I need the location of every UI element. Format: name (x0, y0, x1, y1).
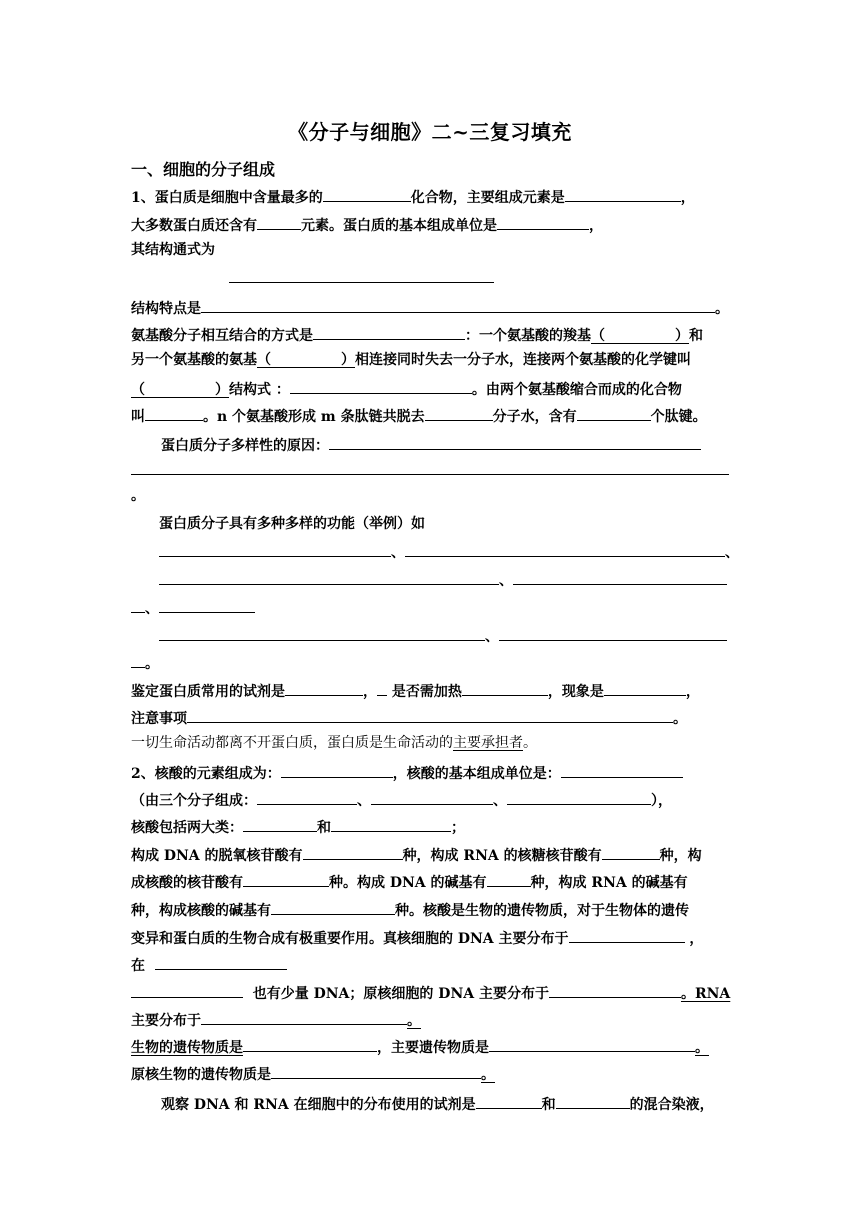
answer-blank[interactable] (145, 404, 203, 421)
q2-line-11 (131, 1035, 709, 1058)
text: 大多数蛋白质还含有 (131, 218, 257, 234)
q1-functions-row-1 (159, 540, 739, 563)
answer-blank[interactable] (507, 788, 651, 805)
text: 、 (493, 793, 507, 809)
q1-functions-row-3 (131, 596, 255, 619)
text: 和 (689, 328, 703, 344)
q2-line-12 (131, 1062, 495, 1085)
text: 叫 (131, 409, 145, 425)
answer-blank[interactable] (159, 624, 485, 641)
text: ，核酸的基本组成单位是： (392, 766, 561, 782)
q1-line-9 (161, 433, 701, 456)
text: 种，构成 RNA 的核糖核苷酸有 (402, 848, 602, 864)
q2-line-10 (131, 1008, 421, 1031)
amino-blank[interactable]: （ ） (257, 352, 355, 368)
text: 其结构通式为 (131, 242, 215, 258)
q2-line-1 (131, 761, 683, 784)
text: 分子水，含有 (492, 409, 577, 425)
text: 。 (481, 1067, 495, 1083)
text: 氨基酸分子相互结合的方式是 (131, 328, 313, 344)
answer-blank[interactable] (313, 323, 465, 340)
text: ， (685, 684, 700, 700)
q2-line-8 (131, 953, 287, 976)
q2-line-9 (131, 981, 730, 1004)
answer-blank[interactable] (513, 568, 727, 585)
text: 相连接同时失去一分子水，连接两个氨基酸的化学键叫 (355, 352, 691, 368)
answer-blank[interactable] (201, 296, 715, 313)
answer-blank[interactable] (281, 761, 393, 778)
text: 。由两个氨基酸缩合而成的化合物 (471, 382, 682, 398)
page-title: 《分子与细胞》二~三复习填充 (288, 120, 572, 144)
text: 主要分布于 (131, 1013, 201, 1029)
text: 观察 DNA 和 RNA 在细胞中的分布使用的试剂是 (161, 1097, 476, 1113)
answer-blank[interactable] (377, 679, 387, 696)
text: 结构式 ： (229, 382, 290, 398)
answer-blank[interactable] (497, 213, 589, 230)
text: 、 (725, 545, 739, 561)
answer-blank[interactable] (271, 898, 395, 915)
text: 在 (131, 958, 145, 974)
answer-blank[interactable] (371, 788, 493, 805)
text: ， (680, 190, 695, 206)
text: 、 (145, 601, 159, 617)
answer-blank[interactable] (329, 433, 701, 450)
q1-line-7 (131, 377, 682, 400)
text: 元素。蛋白质的基本组成单位是 (301, 218, 497, 234)
answer-blank[interactable] (602, 843, 660, 860)
answer-blank[interactable] (187, 706, 673, 723)
text: （由三个分子组成： (131, 793, 257, 809)
q2-line-13 (161, 1092, 714, 1115)
answer-blank[interactable] (131, 596, 145, 613)
carboxyl-blank[interactable]: （ ） (591, 328, 689, 344)
text: 。 (695, 1040, 709, 1056)
answer-blank[interactable] (487, 870, 531, 887)
text: 结构特点是 (131, 301, 201, 317)
answer-blank[interactable] (405, 540, 725, 557)
answer-blank[interactable] (476, 1092, 542, 1109)
q2-line-3 (131, 815, 465, 838)
answer-blank[interactable] (565, 185, 681, 202)
text: 。 (673, 711, 687, 727)
text: 化合物，主要组成元素是 (410, 190, 565, 206)
text: 。 (131, 488, 145, 504)
answer-blank[interactable] (155, 953, 287, 970)
text: 成核酸的核苷酸有 (131, 875, 243, 891)
text: 也有少量 DNA；原核细胞的 DNA 主要分布于 (252, 986, 549, 1002)
answer-blank[interactable] (159, 596, 255, 613)
text: ，主要遗传物质是 (377, 1040, 489, 1056)
text: 种，构成 RNA 的碱基有 (530, 875, 688, 891)
text: ：一个氨基酸的羧基 (465, 328, 591, 344)
answer-blank[interactable] (159, 568, 499, 585)
answer-blank[interactable] (604, 679, 686, 696)
answer-blank[interactable] (489, 1035, 695, 1052)
answer-blank[interactable] (243, 815, 317, 832)
text: ； (451, 820, 465, 836)
answer-blank[interactable] (271, 1062, 481, 1079)
answer-blank[interactable] (243, 1035, 377, 1052)
answer-blank[interactable] (243, 870, 329, 887)
q1-line-5 (131, 323, 703, 346)
peptide-bond-blank[interactable]: （ ） (131, 382, 229, 398)
answer-blank[interactable] (561, 761, 683, 778)
answer-blank[interactable] (159, 540, 391, 557)
text: 构成 DNA 的脱氧核苷酸有 (131, 848, 303, 864)
text: 蛋白质分子多样性的原因： (161, 438, 329, 454)
answer-blank[interactable] (499, 624, 727, 641)
answer-blank[interactable] (462, 679, 548, 696)
structural-formula-blank[interactable] (229, 282, 494, 283)
q2-line-7 (131, 926, 703, 949)
q2-line-2 (131, 788, 672, 811)
text: 。 (523, 735, 537, 751)
text: 主要承担者 (453, 735, 523, 751)
q1-line-4 (131, 296, 729, 319)
text: 、 (391, 545, 405, 561)
text: ，现象是 (547, 684, 604, 700)
answer-blank[interactable] (257, 788, 357, 805)
q1-line-2 (131, 213, 603, 236)
text: 和 (317, 820, 331, 836)
q1-line-3 (131, 240, 215, 260)
answer-blank[interactable] (285, 679, 363, 696)
text: 。 (715, 301, 729, 317)
answer-blank[interactable] (201, 1008, 407, 1025)
q2-line-5 (131, 870, 688, 893)
answer-blank[interactable] (425, 404, 493, 421)
text: 变异和蛋白质的生物合成有极重要作用。真核细胞的 DNA 主要分布于 (131, 931, 569, 947)
text: 是否需加热 (391, 684, 462, 700)
text: 1、蛋白质是细胞中含量最多的 (131, 190, 323, 206)
text: 和 (541, 1097, 556, 1113)
text: 一切生命活动都离不开蛋白质，蛋白质是生命活动的 (131, 735, 453, 751)
text: 个肽键。 (650, 409, 707, 425)
answer-blank[interactable] (303, 843, 403, 860)
text: 、 (485, 629, 499, 645)
text: 种，构成核酸的碱基有 (131, 903, 271, 919)
text: 核酸包括两大类： (131, 820, 243, 836)
text: 种，构 (659, 848, 702, 864)
text: 鉴定蛋白质常用的试剂是 (131, 684, 285, 700)
q2-line-4 (131, 843, 702, 866)
text: ， (589, 218, 603, 234)
text: 注意事项 (131, 711, 187, 727)
answer-blank[interactable] (131, 981, 243, 998)
text: 种。构成 DNA 的碱基有 (329, 875, 487, 891)
q1-line-8 (131, 404, 707, 427)
answer-blank[interactable] (549, 981, 681, 998)
q1-line-16 (131, 679, 700, 702)
answer-blank[interactable] (131, 651, 145, 668)
answer-blank[interactable] (331, 815, 451, 832)
q1-functions-row-4 (159, 624, 727, 647)
answer-blank[interactable] (569, 926, 685, 943)
answer-blank[interactable] (577, 404, 651, 421)
text: 。 (407, 1013, 421, 1029)
text: ， (689, 931, 704, 947)
q1-line-17 (131, 706, 687, 729)
text: 蛋白质分子具有多种多样的功能（举例）如 (159, 516, 425, 532)
text: 2、核酸的元素组成为： (131, 766, 281, 782)
text: 。 (145, 656, 159, 672)
text: 原核生物的遗传物质是 (131, 1067, 271, 1083)
answer-blank[interactable] (257, 213, 301, 230)
text: ）， (651, 793, 672, 809)
text: 。RNA (680, 986, 731, 1002)
text: 、 (357, 793, 371, 809)
q1-line-1 (131, 185, 695, 208)
answer-blank[interactable] (556, 1092, 630, 1109)
text: 。n 个氨基酸形成 m 条肽链共脱去 (203, 409, 425, 425)
q1-functions-row-2 (159, 568, 727, 591)
q1-line-11 (159, 514, 425, 534)
q1-line-18 (131, 733, 537, 753)
q1-line-6 (131, 350, 691, 370)
text: 生物的遗传物质是 (131, 1040, 243, 1056)
q2-line-6 (131, 898, 689, 921)
answer-blank[interactable] (290, 377, 472, 394)
section-heading-molecular-composition: 一、细胞的分子组成 (131, 160, 276, 179)
answer-rule[interactable] (131, 474, 729, 475)
answer-blank[interactable] (323, 185, 411, 202)
text: 另一个氨基酸的氨基 (131, 352, 257, 368)
text: ， (363, 684, 377, 700)
q1-line-10 (131, 486, 145, 506)
text: 、 (499, 573, 513, 589)
q1-functions-row-5 (131, 651, 159, 674)
text: 的混合染液， (629, 1097, 714, 1113)
text: 种。核酸是生物的遗传物质，对于生物体的遗传 (395, 903, 689, 919)
